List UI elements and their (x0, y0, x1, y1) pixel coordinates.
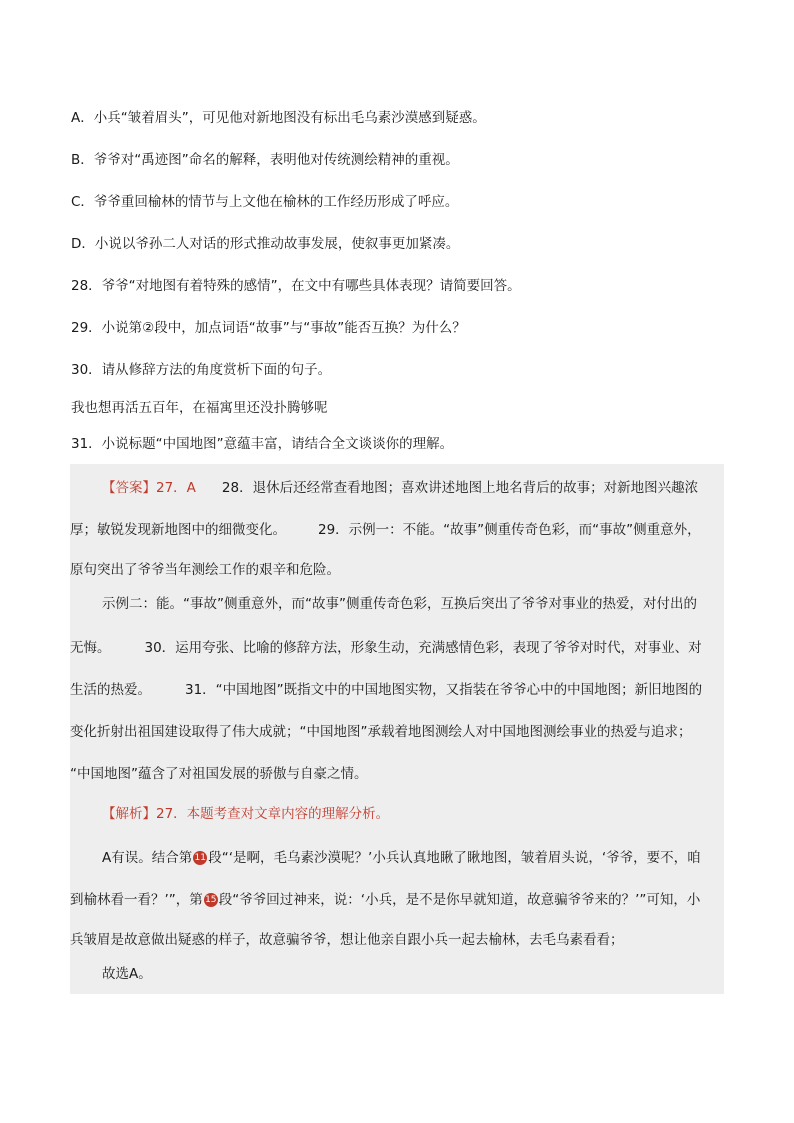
answer-28-start: 28．退休后还经常查看地图；喜欢讲述地图上地名背后的故事；对新地图兴趣浓 (221, 480, 699, 496)
answer-30-end: 生活的热爱。 (70, 682, 151, 698)
analysis-line-1: A有误。结合第 11 段“‘是啊，毛乌素沙漠呢？’小兵认真地瞅了瞅地图，皱着眉头说，‘爷爷，要不，咱 (102, 850, 701, 866)
question-30-sentence: 我也想再活五百年，在福寓里还没扑腾够呢 (71, 400, 328, 416)
question-option-a: A．小兵“皱着眉头”，可见他对新地图没有标出毛乌素沙漠感到疑惑。 (71, 110, 486, 126)
answer-29-start: 29．示例一：不能。“故事”侧重传奇色彩，而“事故”侧重意外， (318, 522, 701, 538)
question-option-b: B．爷爷对“禹迹图”命名的解释，表明他对传统测绘精神的重视。 (71, 152, 459, 168)
question-29: 29．小说第②段中，加点词语“故事”与“事故”能否互换？为什么？ (71, 320, 466, 336)
answer-30: 30．运用夸张、比喻的修辞方法，形象生动，充满感情色彩，表现了爷爷对时代，对事业、对 (144, 640, 702, 656)
question-31: 31．小说标题“中国地图”意蕴丰富，请结合全文谈谈你的理解。 (71, 436, 454, 452)
answer-line-7: 变化折射出祖国建设取得了伟大成就；“中国地图”承载着地图测绘人对中国地图测绘事业的热爱与追求； (70, 724, 692, 740)
paragraph-number-11: 11 (194, 853, 206, 863)
analysis-line-3: 兵皱眉是故意做出疑惑的样子，故意骗爷爷，想让他亲自跟小兵一起去榆林，去毛乌素看看； (70, 932, 624, 948)
analysis-line-4: 故选A。 (102, 966, 152, 982)
question-option-c: C．爷爷重回榆林的情节与上文他在榆林的工作经历形成了呼应。 (71, 194, 459, 210)
answer-line-3: 原句突出了爷爷当年测绘工作的艰辛和危险。 (70, 562, 340, 578)
answer-line-1 (102, 478, 698, 498)
answer-31-start: 31．“中国地图”既指文中的中国地图实物，又指装在爷爷心中的中国地图；新旧地图的 (185, 682, 703, 698)
answer-28-end: 厚；敏锐发现新地图中的细微变化。 (70, 522, 286, 538)
answer-panel (70, 464, 724, 994)
answer-line-6 (70, 680, 702, 700)
question-30: 30．请从修辞方法的角度赏析下面的句子。 (71, 362, 332, 378)
answer-line-8: “中国地图”蕴含了对祖国发展的骄傲与自豪之情。 (70, 766, 368, 782)
answer-line-2 (70, 520, 701, 540)
analysis-label: 【解析】27．本题考查对文章内容的理解分析。 (102, 806, 390, 822)
answer-29-end: 无悔。 (70, 640, 111, 656)
answer-label: 【答案】27．A (102, 480, 196, 496)
answer-line-4: 示例二：能。“事故”侧重意外，而“故事”侧重传奇色彩，互换后突出了爷爷对事业的热爱，对付出的 (102, 596, 697, 612)
question-28: 28．爷爷“对地图有着特殊的感情”，在文中有哪些具体表现？请简要回答。 (71, 278, 521, 294)
paragraph-number-15: 15 (205, 895, 217, 905)
answer-line-5 (70, 638, 702, 658)
analysis-line-2: 到榆林看一看？’”，第 15 段“爷爷回过神来，说：‘小兵，是不是你早就知道，故意骗爷爷来的？’”可知，小 (70, 892, 701, 908)
question-option-d: D．小说以爷孙二人对话的形式推动故事发展，使叙事更加紧凑。 (71, 236, 460, 252)
